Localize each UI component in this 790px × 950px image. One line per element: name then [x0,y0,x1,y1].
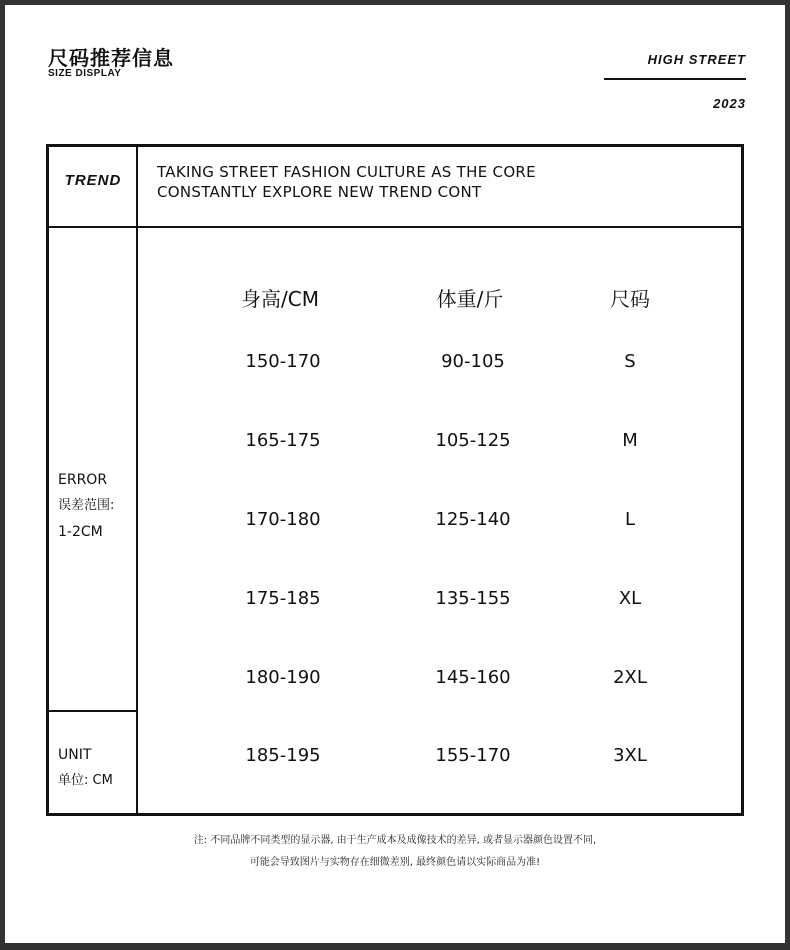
cell-height: 170-180 [245,509,321,530]
cell-weight: 135-155 [435,588,511,609]
error-note [58,467,114,545]
cell-weight: 155-170 [435,745,511,766]
cell-weight: 125-140 [435,509,511,530]
error-range-label: 误差范围: [58,498,115,513]
cell-size: 3XL [613,745,647,766]
cell-size: M [622,430,638,451]
unit-divider [46,710,137,712]
size-table-frame [46,144,744,816]
cell-height: 180-190 [245,667,321,688]
sidebar-divider [136,144,138,816]
page-title: 尺码推荐信息 [48,46,174,70]
cell-size: L [624,509,636,530]
unit-note [58,742,113,794]
cell-height: 150-170 [245,351,321,372]
banner-divider [46,226,744,228]
slogan-line-1: TAKING STREET FASHION CULTURE AS THE CORE [157,163,536,181]
unit-label: UNIT [58,747,92,763]
cell-size: 2XL [613,667,647,688]
brand-label: HIGH STREET [647,52,746,67]
footer-line-1: 注: 不同品牌不同类型的显示器, 由于生产成本及成像技术的差异, 或者显示器颜色设置不同, [193,835,597,846]
brand-divider [604,78,746,80]
cell-height: 165-175 [245,430,321,451]
header-size: 尺码 [610,287,650,311]
error-value: 1-2CM [58,524,103,540]
year-label: 2023 [713,96,746,111]
header-height: 身高/CM [241,287,319,311]
header-weight: 体重/斤 [436,287,504,311]
cell-size: S [624,351,636,372]
slogan-line-2: CONSTANTLY EXPLORE NEW TREND CONT [157,183,482,201]
cell-size: XL [618,588,642,609]
unit-value: 单位: CM [58,773,113,788]
cell-weight: 105-125 [435,430,511,451]
footer-line-2: 可能会导致图片与实物存在细微差别, 最终颜色请以实际商品为准! [249,857,541,868]
cell-weight: 145-160 [435,667,511,688]
slogan [157,162,536,202]
cell-height: 175-185 [245,588,321,609]
trend-label: TREND [64,172,122,189]
page-subtitle: SIZE DISPLAY [48,68,122,79]
cell-weight: 90-105 [441,351,505,372]
cell-height: 185-195 [245,745,321,766]
footer-note [0,830,790,874]
error-label: ERROR [58,472,108,488]
